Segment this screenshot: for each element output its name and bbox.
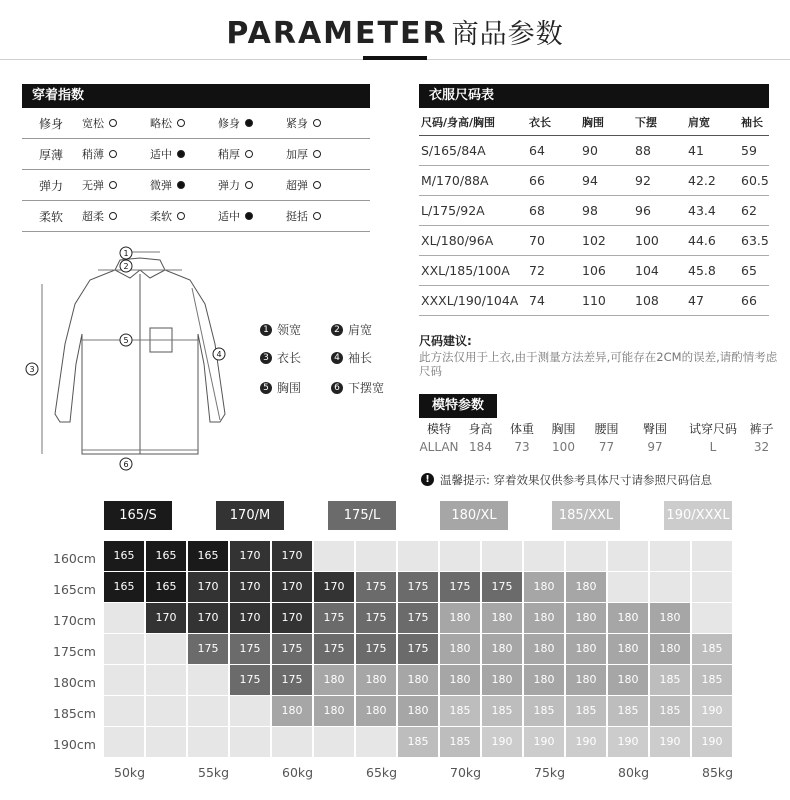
grid-cell: 185 bbox=[692, 634, 732, 664]
grid-cell bbox=[230, 696, 270, 726]
selected-dot-icon bbox=[245, 119, 253, 127]
svg-text:6: 6 bbox=[123, 460, 129, 469]
size-table-row bbox=[419, 166, 769, 196]
grid-cell: 180 bbox=[650, 603, 690, 633]
wear-row-label: 柔软 bbox=[39, 209, 64, 224]
size-cell: 60.5 bbox=[741, 173, 769, 188]
size-cell: 65 bbox=[741, 263, 757, 278]
model-header: 体重 bbox=[509, 422, 534, 436]
size-cell: 94 bbox=[582, 173, 598, 188]
grid-cell bbox=[230, 727, 270, 757]
empty-dot-icon bbox=[313, 181, 321, 189]
wear-row-label: 厚薄 bbox=[39, 147, 64, 162]
number-badge-icon: 5 bbox=[260, 382, 272, 394]
size-cell: 100 bbox=[635, 233, 659, 248]
grid-cell: 180 bbox=[398, 696, 438, 726]
model-value: 32 bbox=[753, 440, 770, 454]
grid-cell: 170 bbox=[230, 603, 270, 633]
grid-cell bbox=[440, 541, 480, 571]
grid-cell: 180 bbox=[482, 634, 522, 664]
wear-option: 稍薄 bbox=[82, 146, 150, 162]
grid-cell: 175 bbox=[398, 603, 438, 633]
size-cell: 66 bbox=[741, 293, 757, 308]
grid-cell bbox=[188, 727, 228, 757]
divider-accent bbox=[363, 56, 427, 60]
measure-legend-item bbox=[260, 321, 301, 338]
height-label: 165cm bbox=[53, 582, 96, 597]
wear-option: 紧身 bbox=[286, 115, 354, 131]
model-value: 97 bbox=[647, 440, 663, 454]
weight-label: 50kg bbox=[114, 765, 146, 780]
grid-cell: 180 bbox=[524, 634, 564, 664]
grid-cell bbox=[398, 541, 438, 571]
empty-dot-icon bbox=[177, 212, 185, 220]
wear-option: 柔软 bbox=[150, 208, 218, 224]
grid-cell: 170 bbox=[230, 572, 270, 602]
empty-dot-icon bbox=[109, 212, 117, 220]
grid-cell bbox=[104, 696, 144, 726]
size-table-row bbox=[419, 136, 769, 166]
size-chip: 190/XXXL bbox=[664, 501, 732, 530]
weight-label: 65kg bbox=[366, 765, 398, 780]
empty-dot-icon bbox=[109, 181, 117, 189]
wear-option: 弹力 bbox=[218, 177, 286, 193]
grid-cell: 180 bbox=[566, 634, 606, 664]
svg-text:2: 2 bbox=[123, 262, 129, 271]
shirt-measure-diagram bbox=[20, 244, 260, 474]
warning-icon: ! bbox=[421, 473, 434, 486]
size-cell: 108 bbox=[635, 293, 659, 308]
grid-cell: 180 bbox=[524, 603, 564, 633]
size-table-row bbox=[419, 286, 769, 316]
grid-cell bbox=[146, 665, 186, 695]
grid-cell: 180 bbox=[524, 572, 564, 602]
grid-cell: 180 bbox=[356, 665, 396, 695]
grid-cell: 185 bbox=[566, 696, 606, 726]
wear-option: 加厚 bbox=[286, 146, 354, 162]
grid-cell: 170 bbox=[272, 572, 312, 602]
size-cell: XXL/185/100A bbox=[421, 263, 510, 278]
size-table-title: 衣服尺码表 bbox=[419, 84, 769, 108]
size-chip: 185/XXL bbox=[552, 501, 620, 530]
grid-cell: 170 bbox=[146, 603, 186, 633]
weight-label: 70kg bbox=[450, 765, 482, 780]
wear-row bbox=[22, 139, 370, 170]
grid-cell: 170 bbox=[272, 541, 312, 571]
grid-cell: 175 bbox=[398, 634, 438, 664]
grid-cell: 190 bbox=[566, 727, 606, 757]
wear-option: 修身 bbox=[218, 115, 286, 131]
svg-text:4: 4 bbox=[216, 350, 222, 359]
height-label: 170cm bbox=[53, 613, 96, 628]
suggestion-text: 此方法仅用于上衣,由于测量方法差异,可能存在2CM的误差,请酌情考虑尺码 bbox=[419, 350, 778, 378]
size-cell: 90 bbox=[582, 143, 598, 158]
size-chip: 175/L bbox=[328, 501, 396, 530]
size-cell: 45.8 bbox=[688, 263, 716, 278]
wear-option: 超弹 bbox=[286, 177, 354, 193]
grid-cell: 185 bbox=[608, 696, 648, 726]
grid-cell bbox=[188, 665, 228, 695]
grid-cell bbox=[608, 541, 648, 571]
grid-cell: 185 bbox=[524, 696, 564, 726]
model-header: 臀围 bbox=[642, 422, 667, 436]
grid-cell: 180 bbox=[482, 665, 522, 695]
grid-cell: 180 bbox=[482, 603, 522, 633]
size-cell: 66 bbox=[529, 173, 545, 188]
model-value: ALLAN bbox=[419, 440, 459, 454]
grid-cell: 175 bbox=[314, 603, 354, 633]
height-label: 185cm bbox=[53, 706, 96, 721]
measure-legend-item bbox=[331, 321, 372, 338]
size-table-row bbox=[419, 256, 769, 286]
size-table bbox=[419, 108, 769, 316]
size-cell: 63.5 bbox=[741, 233, 769, 248]
empty-dot-icon bbox=[245, 181, 253, 189]
wear-option: 稍厚 bbox=[218, 146, 286, 162]
grid-cell: 185 bbox=[692, 665, 732, 695]
grid-cell: 185 bbox=[650, 665, 690, 695]
grid-cell bbox=[314, 727, 354, 757]
number-badge-icon: 6 bbox=[331, 382, 343, 394]
wear-option: 适中 bbox=[218, 208, 286, 224]
grid-cell: 180 bbox=[566, 665, 606, 695]
grid-cell bbox=[356, 727, 396, 757]
number-badge-icon: 1 bbox=[260, 324, 272, 336]
measure-legend-item bbox=[260, 349, 301, 366]
wear-row bbox=[22, 201, 370, 232]
grid-cell bbox=[482, 541, 522, 571]
model-value: 73 bbox=[514, 440, 530, 454]
svg-text:5: 5 bbox=[123, 336, 129, 345]
grid-cell: 175 bbox=[230, 665, 270, 695]
model-value: 184 bbox=[469, 440, 492, 454]
wear-option: 宽松 bbox=[82, 115, 150, 131]
grid-cell: 190 bbox=[692, 727, 732, 757]
model-header: 腰围 bbox=[594, 422, 619, 436]
grid-cell: 180 bbox=[608, 634, 648, 664]
size-cell: 70 bbox=[529, 233, 545, 248]
grid-cell bbox=[146, 634, 186, 664]
size-table-row bbox=[419, 196, 769, 226]
grid-cell: 165 bbox=[146, 541, 186, 571]
grid-cell: 180 bbox=[440, 665, 480, 695]
measure-label: 衣长 bbox=[277, 351, 302, 365]
grid-cell: 170 bbox=[272, 603, 312, 633]
size-chip: 180/XL bbox=[440, 501, 508, 530]
size-cell: 72 bbox=[529, 263, 545, 278]
measure-label: 领宽 bbox=[277, 323, 302, 337]
grid-cell: 185 bbox=[650, 696, 690, 726]
model-value: L bbox=[709, 440, 717, 454]
size-header-cell: 下摆 bbox=[635, 115, 657, 129]
grid-cell: 175 bbox=[440, 572, 480, 602]
grid-cell: 165 bbox=[104, 541, 144, 571]
grid-cell bbox=[146, 696, 186, 726]
grid-cell: 180 bbox=[314, 696, 354, 726]
size-cell: 110 bbox=[582, 293, 606, 308]
grid-cell: 190 bbox=[608, 727, 648, 757]
empty-dot-icon bbox=[109, 119, 117, 127]
title-cn: 商品参数 bbox=[451, 19, 564, 50]
grid-cell: 180 bbox=[314, 665, 354, 695]
height-label: 160cm bbox=[53, 551, 96, 566]
suggestion-title: 尺码建议: bbox=[419, 334, 472, 348]
number-badge-icon: 4 bbox=[331, 352, 343, 364]
wear-index-title: 穿着指数 bbox=[22, 84, 370, 108]
height-label: 175cm bbox=[53, 644, 96, 659]
selected-dot-icon bbox=[245, 212, 253, 220]
grid-cell: 180 bbox=[566, 603, 606, 633]
grid-cell: 170 bbox=[314, 572, 354, 602]
grid-cell: 175 bbox=[356, 603, 396, 633]
grid-cell bbox=[104, 634, 144, 664]
wear-option: 超柔 bbox=[82, 208, 150, 224]
grid-cell bbox=[272, 727, 312, 757]
selected-dot-icon bbox=[177, 150, 185, 158]
grid-cell: 185 bbox=[440, 696, 480, 726]
measure-label: 下摆宽 bbox=[348, 381, 385, 395]
size-cell: 47 bbox=[688, 293, 704, 308]
empty-dot-icon bbox=[313, 212, 321, 220]
grid-cell: 180 bbox=[272, 696, 312, 726]
grid-cell: 180 bbox=[524, 665, 564, 695]
measure-label: 胸围 bbox=[277, 381, 302, 395]
wear-index-table bbox=[22, 108, 370, 232]
grid-cell: 180 bbox=[440, 603, 480, 633]
size-cell: 68 bbox=[529, 203, 545, 218]
grid-cell: 190 bbox=[650, 727, 690, 757]
grid-cell: 190 bbox=[692, 696, 732, 726]
model-value: 77 bbox=[598, 440, 615, 454]
grid-cell: 165 bbox=[188, 541, 228, 571]
grid-cell: 180 bbox=[356, 696, 396, 726]
size-cell: 104 bbox=[635, 263, 659, 278]
size-cell: 41 bbox=[688, 143, 704, 158]
grid-cell: 175 bbox=[188, 634, 228, 664]
size-cell: L/175/92A bbox=[421, 203, 485, 218]
size-cell: 44.6 bbox=[688, 233, 716, 248]
grid-cell bbox=[104, 665, 144, 695]
size-cell: 59 bbox=[741, 143, 757, 158]
grid-cell bbox=[524, 541, 564, 571]
grid-cell bbox=[650, 541, 690, 571]
svg-text:1: 1 bbox=[123, 249, 129, 258]
size-cell: 42.2 bbox=[688, 173, 716, 188]
grid-cell: 180 bbox=[650, 634, 690, 664]
grid-cell: 180 bbox=[398, 665, 438, 695]
grid-cell: 170 bbox=[188, 572, 228, 602]
grid-cell: 180 bbox=[440, 634, 480, 664]
size-cell: S/165/84A bbox=[421, 143, 486, 158]
empty-dot-icon bbox=[313, 150, 321, 158]
size-cell: 64 bbox=[529, 143, 545, 158]
size-table-header bbox=[419, 108, 769, 136]
measure-label: 袖长 bbox=[348, 351, 373, 365]
wear-option: 无弹 bbox=[82, 177, 150, 193]
grid-cell: 165 bbox=[104, 572, 144, 602]
wear-row-label: 修身 bbox=[39, 116, 64, 131]
grid-cell: 175 bbox=[272, 634, 312, 664]
model-header: 模特 bbox=[426, 422, 451, 436]
grid-cell bbox=[356, 541, 396, 571]
grid-cell: 175 bbox=[230, 634, 270, 664]
grid-cell bbox=[608, 572, 648, 602]
grid-cell: 175 bbox=[482, 572, 522, 602]
weight-label: 85kg bbox=[702, 765, 734, 780]
size-chip: 165/S bbox=[104, 501, 172, 530]
measure-legend-item bbox=[331, 379, 384, 396]
weight-label: 75kg bbox=[534, 765, 566, 780]
model-header: 身高 bbox=[468, 422, 493, 436]
size-cell: 98 bbox=[582, 203, 598, 218]
grid-cell bbox=[146, 727, 186, 757]
size-header-cell: 胸围 bbox=[582, 115, 604, 129]
wear-option: 微弹 bbox=[150, 177, 218, 193]
grid-cell: 175 bbox=[356, 634, 396, 664]
empty-dot-icon bbox=[245, 150, 253, 158]
size-cell: M/170/88A bbox=[421, 173, 489, 188]
grid-cell: 175 bbox=[272, 665, 312, 695]
grid-cell bbox=[566, 541, 606, 571]
tip bbox=[421, 472, 712, 488]
svg-text:3: 3 bbox=[29, 365, 35, 374]
wear-option: 挺括 bbox=[286, 208, 354, 224]
size-header-cell: 袖长 bbox=[741, 115, 763, 129]
grid-cell bbox=[314, 541, 354, 571]
wear-row-label: 弹力 bbox=[39, 178, 64, 193]
grid-cell: 170 bbox=[188, 603, 228, 633]
grid-cell: 170 bbox=[230, 541, 270, 571]
size-header-cell: 尺码/身高/胸围 bbox=[421, 115, 496, 129]
size-cell: 88 bbox=[635, 143, 651, 158]
grid-cell bbox=[188, 696, 228, 726]
grid-cell: 185 bbox=[482, 696, 522, 726]
model-params bbox=[419, 420, 779, 454]
model-header: 胸围 bbox=[551, 422, 576, 436]
measure-label: 肩宽 bbox=[348, 323, 373, 337]
size-cell: 92 bbox=[635, 173, 651, 188]
measure-legend-item bbox=[260, 379, 301, 396]
model-value: 100 bbox=[552, 440, 575, 454]
selected-dot-icon bbox=[177, 181, 185, 189]
wear-option: 略松 bbox=[150, 115, 218, 131]
title-en: PARAMETER bbox=[226, 16, 448, 51]
wear-option: 适中 bbox=[150, 146, 218, 162]
weight-label: 60kg bbox=[282, 765, 314, 780]
size-cell: XL/180/96A bbox=[421, 233, 494, 248]
grid-cell bbox=[692, 572, 732, 602]
model-header: 试穿尺码 bbox=[688, 422, 737, 436]
weight-label: 55kg bbox=[198, 765, 230, 780]
number-badge-icon: 3 bbox=[260, 352, 272, 364]
size-cell: 74 bbox=[529, 293, 545, 308]
wear-row bbox=[22, 170, 370, 201]
wear-row bbox=[22, 108, 370, 139]
model-header: 裤子 bbox=[749, 422, 774, 436]
grid-cell bbox=[692, 603, 732, 633]
size-cell: 96 bbox=[635, 203, 651, 218]
size-table-row bbox=[419, 226, 769, 256]
size-chip: 170/M bbox=[216, 501, 284, 530]
size-cell: XXXL/190/104A bbox=[421, 293, 519, 308]
grid-cell bbox=[104, 727, 144, 757]
size-header-cell: 肩宽 bbox=[688, 115, 710, 129]
grid-cell: 185 bbox=[440, 727, 480, 757]
grid-cell bbox=[104, 603, 144, 633]
grid-cell: 185 bbox=[398, 727, 438, 757]
empty-dot-icon bbox=[109, 150, 117, 158]
size-header-cell: 衣长 bbox=[529, 115, 551, 129]
grid-cell: 180 bbox=[566, 572, 606, 602]
size-cell: 102 bbox=[582, 233, 606, 248]
grid-cell: 175 bbox=[356, 572, 396, 602]
grid-cell bbox=[650, 572, 690, 602]
measure-legend-item bbox=[331, 349, 372, 366]
grid-cell: 180 bbox=[608, 665, 648, 695]
size-cell: 62 bbox=[741, 203, 757, 218]
grid-cell: 175 bbox=[314, 634, 354, 664]
number-badge-icon: 2 bbox=[331, 324, 343, 336]
grid-cell bbox=[692, 541, 732, 571]
empty-dot-icon bbox=[177, 119, 185, 127]
grid-cell: 165 bbox=[146, 572, 186, 602]
grid-cell: 175 bbox=[398, 572, 438, 602]
grid-cell: 190 bbox=[482, 727, 522, 757]
tip-text: 温馨提示: 穿着效果仅供参考具体尺寸请参照尺码信息 bbox=[440, 473, 713, 487]
size-cell: 106 bbox=[582, 263, 606, 278]
empty-dot-icon bbox=[313, 119, 321, 127]
page-title bbox=[0, 12, 790, 51]
model-title: 模特参数 bbox=[419, 394, 497, 418]
height-label: 180cm bbox=[53, 675, 96, 690]
grid-cell: 190 bbox=[524, 727, 564, 757]
size-cell: 43.4 bbox=[688, 203, 716, 218]
grid-cell: 180 bbox=[608, 603, 648, 633]
height-label: 190cm bbox=[53, 737, 96, 752]
weight-label: 80kg bbox=[618, 765, 650, 780]
